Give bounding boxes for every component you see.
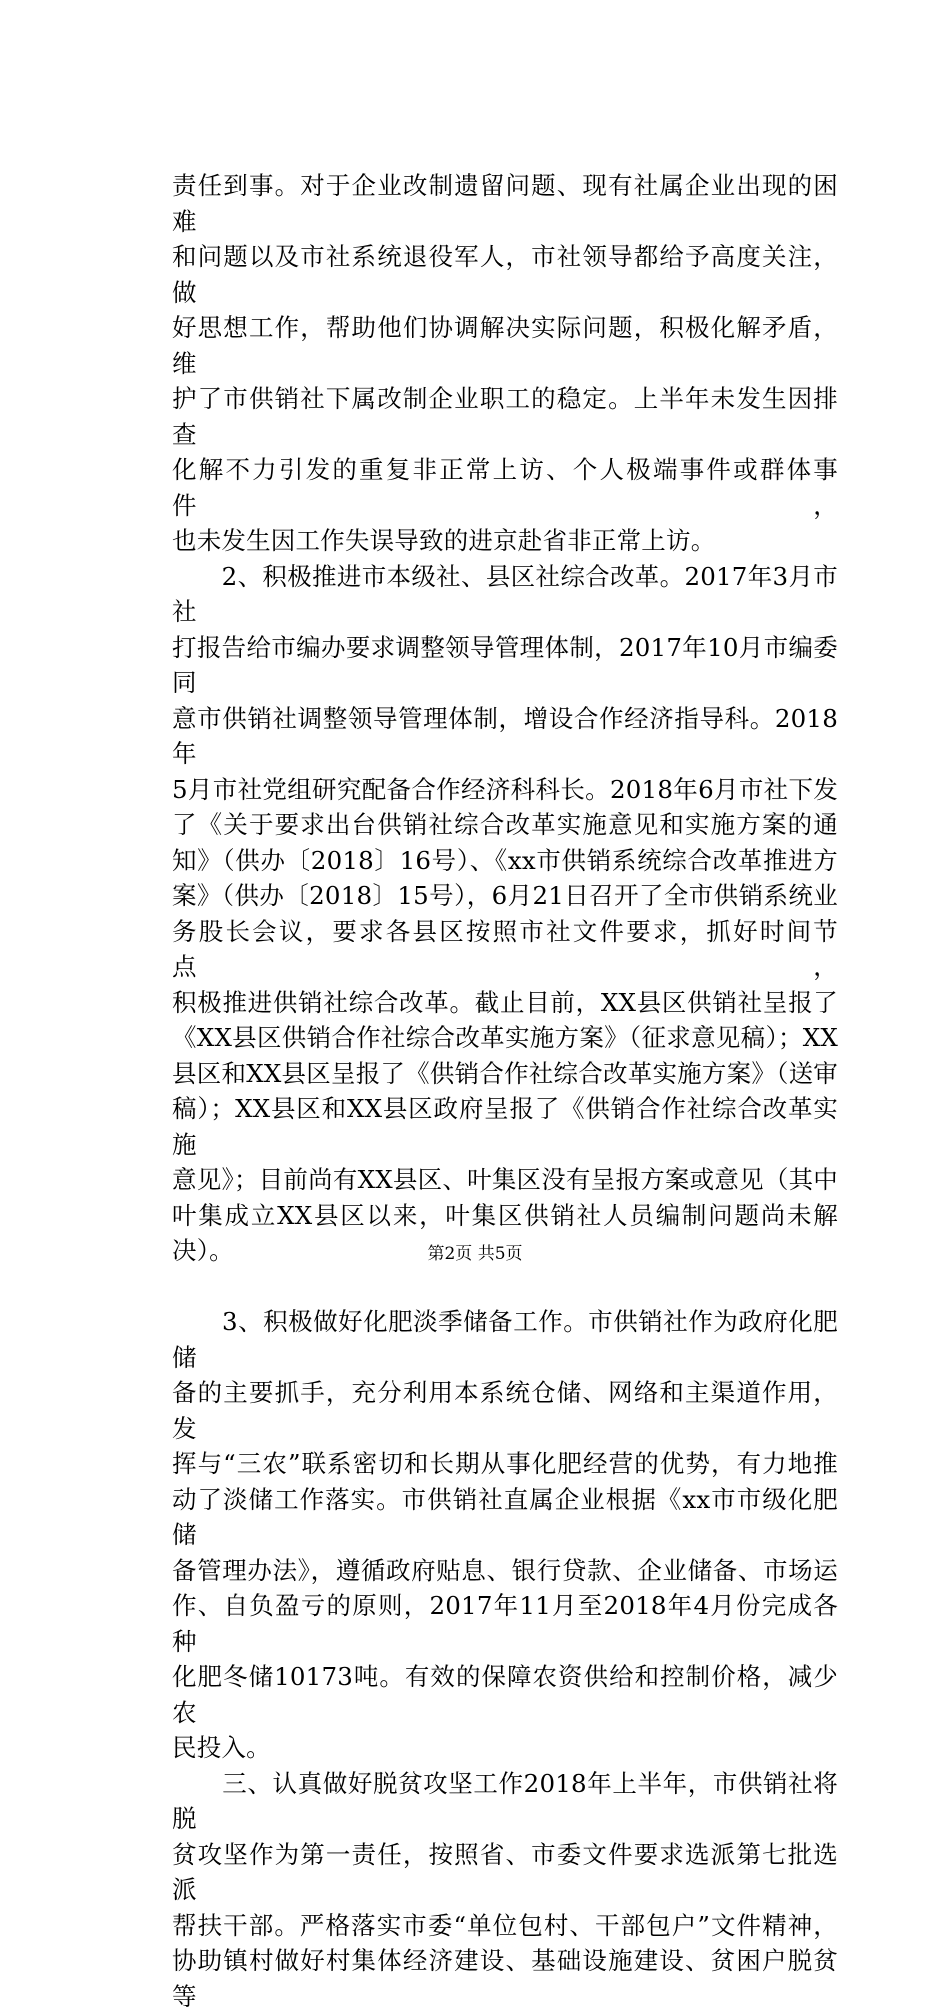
paragraph-gap (172, 1269, 838, 1305)
text-line: 稿）；XX县区和XX县区政府呈报了《供销合作社综合改革实施 (172, 1091, 838, 1162)
text-line: 护了市供销社下属改制企业职工的稳定。上半年未发生因排查 (172, 381, 838, 452)
text-line: 挥与“三农”联系密切和长期从事化肥经营的优势，有力地推 (172, 1446, 838, 1482)
text-line: 协助镇村做好村集体经济建设、基础设施建设、贫困户脱贫等 (172, 1943, 838, 2014)
text-line: 3、积极做好化肥淡季储备工作。市供销社作为政府化肥储 (172, 1304, 838, 1375)
text-line: 帮扶干部。严格落实市委“单位包村、干部包户”文件精神， (172, 1908, 838, 1944)
text-line: 县区和XX县区呈报了《供销合作社综合改革实施方案》（送审 (172, 1056, 838, 1092)
text-line: 化解不力引发的重复非正常上访、个人极端事件或群体事件， (172, 452, 838, 523)
text-line: 贫攻坚作为第一责任，按照省、市委文件要求选派第七批选派 (172, 1837, 838, 1908)
text-line: 务股长会议，要求各县区按照市社文件要求，抓好时间节点， (172, 914, 838, 985)
text-line: 责任到事。对于企业改制遗留问题、现有社属企业出现的困难 (172, 168, 838, 239)
text-line: 备的主要抓手，充分利用本系统仓储、网络和主渠道作用，发 (172, 1375, 838, 1446)
page-number-footer: 第2页 共5页 (0, 1244, 950, 1264)
text-line: 意市供销社调整领导管理体制，增设合作经济指导科。2018年 (172, 701, 838, 772)
text-line: 三、认真做好脱贫攻坚工作2018年上半年，市供销社将脱 (172, 1766, 838, 1837)
text-line: 2、积极推进市本级社、县区社综合改革。2017年3月市社 (172, 559, 838, 630)
text-line: 好思想工作，帮助他们协调解决实际问题，积极化解矛盾，维 (172, 310, 838, 381)
text-line: 《XX县区供销合作社综合改革实施方案》（征求意见稿）；XX (172, 1020, 838, 1056)
text-line: 动了淡储工作落实。市供销社直属企业根据《xx市市级化肥储 (172, 1482, 838, 1553)
text-line: 作、自负盈亏的原则，2017年11月至2018年4月份完成各种 (172, 1588, 838, 1659)
text-line: 打报告给市编办要求调整领导管理体制，2017年10月市编委同 (172, 630, 838, 701)
text-line: 5月市社党组研究配备合作经济科科长。2018年6月市社下发 (172, 772, 838, 808)
text-line: 了《关于要求出台供销社综合改革实施意见和实施方案的通 (172, 807, 838, 843)
text-line: 知》（供办〔2018〕16号）、《xx市供销系统综合改革推进方 (172, 843, 838, 879)
text-line: 化肥冬储10173吨。有效的保障农资供给和控制价格，减少农 (172, 1659, 838, 1730)
document-body (172, 168, 838, 2014)
text-line: 意见》；目前尚有XX县区、叶集区没有呈报方案或意见（其中 (172, 1162, 838, 1198)
paragraph-3 (172, 1304, 838, 1766)
text-line: 备管理办法》，遵循政府贴息、银行贷款、企业储备、市场运 (172, 1553, 838, 1589)
paragraph-2 (172, 559, 838, 1269)
paragraph-1 (172, 168, 838, 559)
text-line: 和问题以及市社系统退役军人，市社领导都给予高度关注，做 (172, 239, 838, 310)
text-line: 积极推进供销社综合改革。截止目前，XX县区供销社呈报了 (172, 985, 838, 1021)
text-line: 也未发生因工作失误导致的进京赴省非正常上访。 (172, 523, 838, 559)
paragraph-4 (172, 1766, 838, 2014)
text-line: 叶集成立XX县区以来，叶集区供销社人员编制问题尚未解决）。 (172, 1198, 838, 1269)
text-line: 案》（供办〔2018〕15号），6月21日召开了全市供销系统业 (172, 878, 838, 914)
text-line: 民投入。 (172, 1730, 838, 1766)
